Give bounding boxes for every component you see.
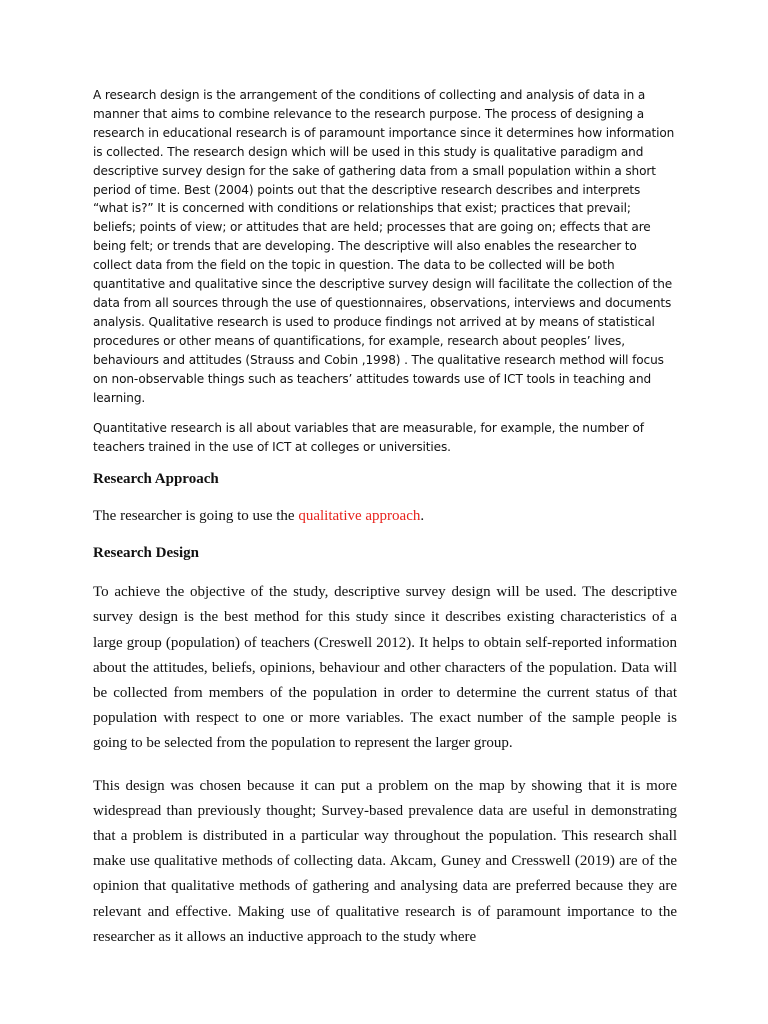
research-approach-heading: Research Approach bbox=[93, 471, 219, 488]
approach-paragraph bbox=[93, 506, 677, 526]
approach-highlight: qualitative approach bbox=[298, 508, 421, 525]
approach-prefix: The researcher is going to use the bbox=[93, 508, 299, 525]
research-design-heading: Research Design bbox=[93, 545, 199, 562]
intro-paragraph: A research design is the arrangement of the conditions of collecting and analysis of data in a manner that aims to combine relevance to the research purpose. The process of designing a research in educational research is of paramount importance since it determines how information is collected. The research design which will be used in this study is qualitative paradigm and descriptive survey design for the sake of gathering data from a small population within a short period of time. Best (2004) points out that the descriptive research describes and interprets “what is?” It is concerned with conditions or relationships that exist; practices that prevail; beliefs; points of view; or attitudes that are held; processes that are going on; effects that are being felt; or trends that are developing. The descriptive will also enables the researcher to collect data from the field on the topic in question. The data to be collected will be both quantitative and qualitative since the descriptive survey design will facilitate the collection of the data from all sources through the use of questionnaires, observations, interviews and documents analysis. Qualitative research is used to produce findings not arrived at by means of statistical procedures or other means of quantifications, for example, research about peoples’ lives, behaviours and attitudes (Strauss and Cobin ,1998) . The qualitative research method will focus on non-observable things such as teachers’ attitudes towards use of ICT tools in teaching and learning. bbox=[93, 88, 675, 405]
quantitative-paragraph: Quantitative research is all about variables that are measurable, for example, the number of teachers trained in the use of ICT at colleges or universities. bbox=[93, 421, 644, 455]
document-page bbox=[93, 86, 677, 967]
design-paragraph-2: This design was chosen because it can put a problem on the map by showing that it is more widespread than previously thought; Survey-based prevalence data are useful in demonstrating that a problem is distributed in a particular way throughout the population. This research shall make use qualitative methods of collecting data. Akcam, Guney and Cresswell (2019) are of the opinion that qualitative methods of gathering and analysing data are preferred because they are relevant and effective. Making use of qualitative research is of paramount importance to the researcher as it allows an inductive approach to the study where bbox=[93, 777, 677, 945]
approach-suffix: . bbox=[420, 508, 425, 525]
design-paragraph-1: To achieve the objective of the study, descriptive survey design will be used. The descriptive survey design is the best method for this study since it describes existing characteristics of a large group (population) of teachers (Creswell 2012). It helps to obtain self-reported information about the attitudes, beliefs, opinions, behaviour and other characters of the population. Data will be collected from members of the population in order to determine the current status of that population with respect to one or more variables. The exact number of the sample people is going to be selected from the population to represent the larger group. bbox=[93, 584, 677, 752]
